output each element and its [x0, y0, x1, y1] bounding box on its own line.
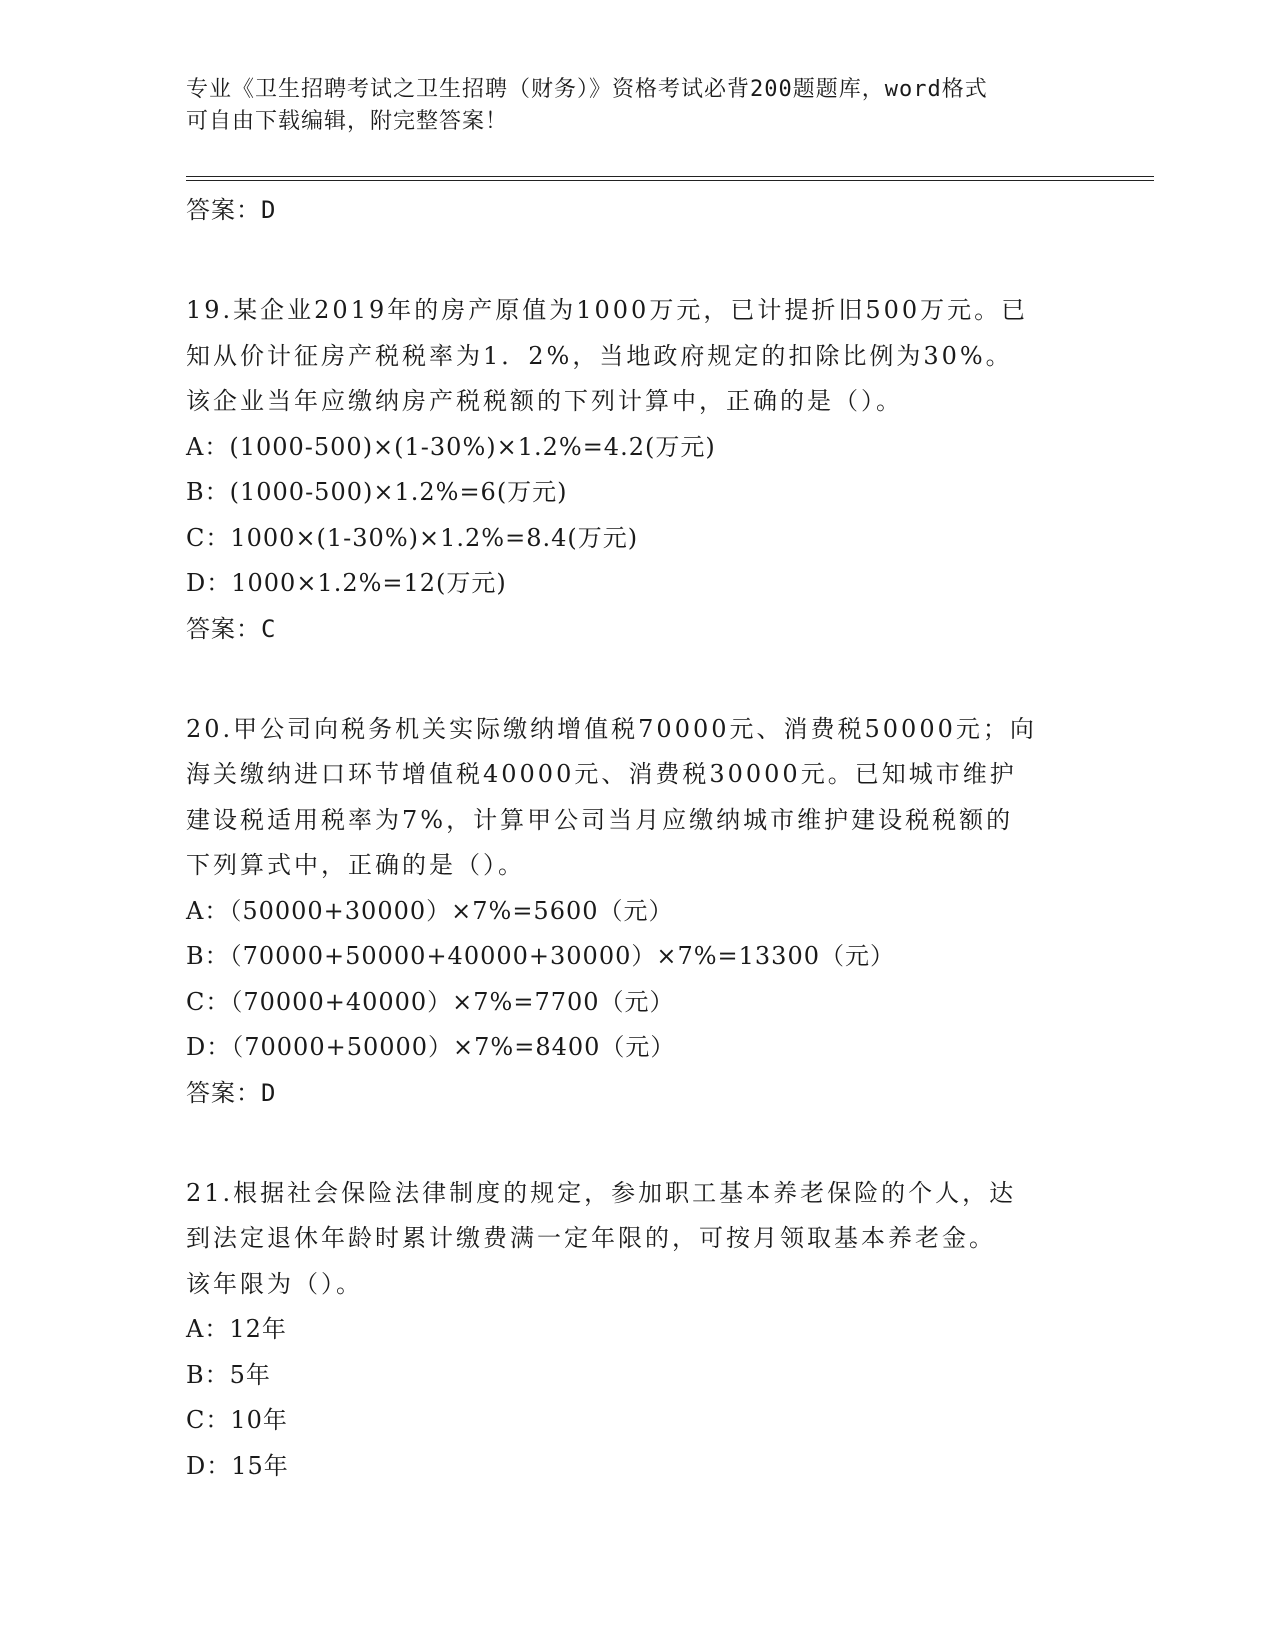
question-text-line: 19.某企业2019年的房产原值为1000万元，已计提折旧500万元。已 — [186, 296, 1029, 324]
header-rule-bottom — [186, 180, 1154, 181]
header-rule-top — [186, 176, 1154, 177]
option-d: D：（70000+50000）×7%=8400（元） — [186, 1033, 676, 1061]
question-19 — [186, 288, 1086, 651]
answer-line: 答案：C — [186, 614, 277, 643]
question-text-line: 下列算式中，正确的是（）。 — [186, 851, 525, 879]
option-c: C：10年 — [186, 1406, 288, 1434]
question-20 — [186, 707, 1086, 1115]
header-line-1: 专业《卫生招聘考试之卫生招聘（财务）》资格考试必背200题题库，word格式 — [186, 77, 988, 102]
document-body — [186, 188, 1086, 1489]
option-a: A：（50000+30000）×7%=5600（元） — [186, 896, 674, 925]
question-text-line: 该年限为（）。 — [186, 1269, 363, 1298]
question-text-line: 海关缴纳进口环节增值税40000元、消费税30000元。已知城市维护 — [186, 760, 1017, 788]
question-text-line: 20.甲公司向税务机关实际缴纳增值税70000元、消费税50000元；向 — [186, 714, 1037, 743]
answer-line: 答案：D — [186, 196, 277, 224]
question-text-line: 21.根据社会保险法律制度的规定，参加职工基本养老保险的个人，达 — [186, 1178, 1017, 1207]
question-text-line: 建设税适用税率为7%，计算甲公司当月应缴纳城市维护建设税税额的 — [186, 805, 1014, 834]
option-b: B：（70000+50000+40000+30000）×7%=13300（元） — [186, 942, 895, 970]
answer-line: 答案：D — [186, 1078, 277, 1107]
option-d: D：15年 — [186, 1451, 289, 1480]
question-text-line: 到法定退休年龄时累计缴费满一定年限的，可按月领取基本养老金。 — [186, 1224, 996, 1252]
option-b: B：5年 — [186, 1360, 271, 1389]
question-text-line: 知从价计征房产税税率为1．2%，当地政府规定的扣除比例为30%。 — [186, 341, 1013, 370]
question-21 — [186, 1171, 1086, 1490]
option-c: C：1000×(1-30%)×1.2%=8.4(万元) — [186, 523, 639, 552]
option-a: A：12年 — [186, 1315, 287, 1343]
option-b: B：(1000-500)×1.2%=6(万元) — [186, 478, 568, 506]
option-d: D：1000×1.2%=12(万元) — [186, 569, 507, 597]
header-line-2: 可自由下载编辑，附完整答案！ — [186, 109, 509, 134]
page-header — [186, 74, 1066, 138]
option-a: A：(1000-500)×(1-30%)×1.2%=4.2(万元) — [186, 432, 716, 461]
question-text-line: 该企业当年应缴纳房产税税额的下列计算中，正确的是（）。 — [186, 387, 903, 415]
option-c: C：（70000+40000）×7%=7700（元） — [186, 987, 675, 1016]
